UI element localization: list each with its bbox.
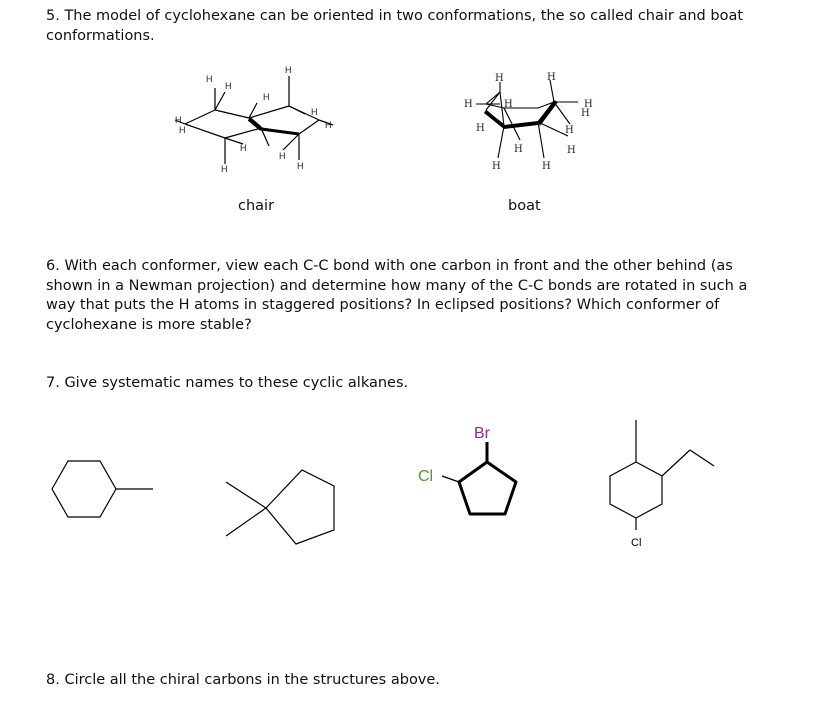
- structure-substituted-cyclohexane: [600, 414, 720, 554]
- chair-label: chair: [238, 198, 275, 214]
- boat-label: boat: [508, 198, 541, 214]
- svg-text:H: H: [240, 143, 247, 153]
- svg-text:H: H: [221, 164, 228, 174]
- question-8: 8. Circle all the chiral carbons in the structures above.: [46, 672, 440, 688]
- svg-text:H: H: [325, 120, 332, 130]
- svg-text:H: H: [504, 99, 513, 110]
- boat-conformation-diagram: [458, 66, 608, 181]
- chlorine-label: Cl: [418, 468, 434, 485]
- svg-text:H: H: [311, 107, 318, 117]
- svg-text:H: H: [581, 108, 590, 119]
- bromine-label: Br: [474, 425, 490, 442]
- chlorine-label-small: Cl: [631, 537, 642, 549]
- svg-text:H: H: [179, 125, 186, 135]
- svg-text:H: H: [279, 151, 286, 161]
- svg-text:H: H: [542, 161, 551, 172]
- structure-methylcyclohexane: [48, 458, 158, 524]
- svg-text:H: H: [514, 144, 523, 155]
- svg-text:H: H: [206, 74, 213, 84]
- svg-text:H: H: [492, 161, 501, 172]
- svg-text:H: H: [297, 161, 304, 171]
- chair-conformation-diagram: [165, 62, 355, 182]
- svg-text:H: H: [567, 145, 576, 156]
- svg-text:H: H: [464, 99, 473, 110]
- svg-text:H: H: [263, 92, 270, 102]
- svg-text:H: H: [584, 99, 593, 110]
- svg-text:H: H: [175, 115, 182, 125]
- question-6: 6. With each conformer, view each C-C bond with one carbon in front and the other behind (as shown in a Newman projection) and determine how many of the C-C bonds are rotated in such a way that puts the H atoms in staggered positions? In eclipsed positions? Which conformer of cyclohexane is more stable?: [46, 258, 748, 333]
- question-5: 5. The model of cyclohexane can be oriented in two conformations, the so called chair and boat conformations.: [46, 8, 744, 44]
- svg-text:H: H: [565, 125, 574, 136]
- svg-text:H: H: [225, 81, 232, 91]
- question-7: 7. Give systematic names to these cyclic alkanes.: [46, 375, 409, 391]
- svg-text:H: H: [547, 72, 556, 83]
- structure-dimethylcyclopentane: [222, 466, 340, 550]
- structure-bromochlorocyclopentane: [414, 420, 524, 520]
- svg-text:H: H: [495, 73, 504, 84]
- svg-text:H: H: [476, 123, 485, 134]
- svg-text:H: H: [285, 65, 292, 75]
